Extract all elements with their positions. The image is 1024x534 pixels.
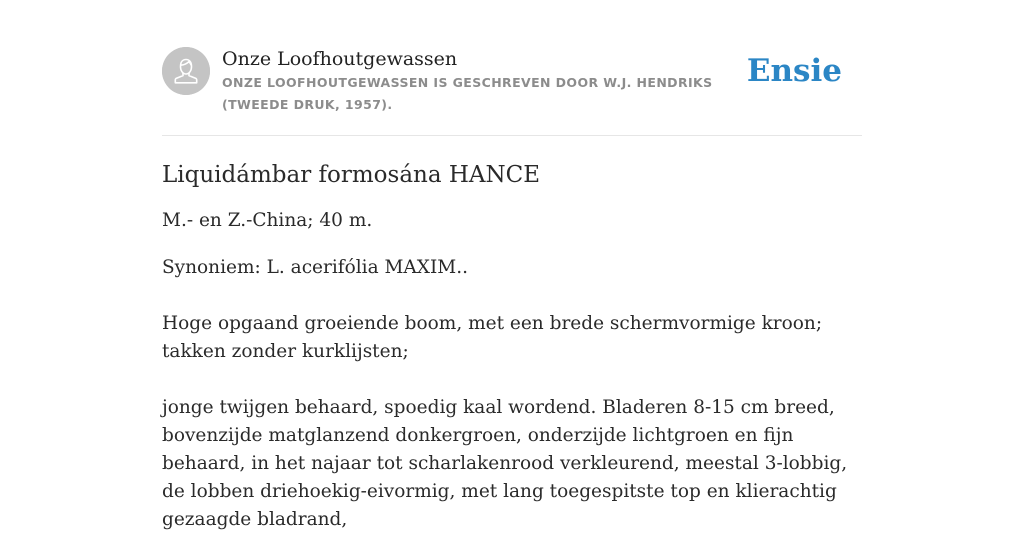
source-title[interactable]: Onze Loofhoutgewassen (222, 48, 458, 70)
entry-paragraph: jonge twijgen behaard, spoedig kaal wordend. Bladeren 8-15 cm breed, bovenzijde matglanzend donkergroen, onderzijde lichtgroen en fijn behaard, in het najaar tot scharlakenrood verkleurend, meestal 3-lobbig, de lobben driehoekig-eivormig, met lang toegespitste top en klierachtig gezaagde bladrand, (162, 397, 848, 530)
entry-paragraph: Synoniem: L. acerifólia MAXIM.. (162, 257, 468, 278)
entry-paragraph: M.- en Z.-China; 40 m. (162, 210, 373, 231)
source-description: ONZE LOOFHOUTGEWASSEN IS GESCHREVEN DOOR W.J. HENDRIKS (TWEEDE DRUK, 1957). (222, 75, 713, 112)
source-avatar[interactable] (162, 47, 210, 95)
user-icon (162, 47, 210, 95)
entry-title: Liquidámbar formosána HANCE (162, 162, 541, 188)
entry-paragraph: Hoge opgaand groeiende boom, met een brede schermvormige kroon; takken zonder kurklijsten; (162, 313, 823, 362)
entry-content (162, 155, 868, 534)
source-header (162, 46, 862, 136)
ensie-logo[interactable]: Ensie (746, 53, 842, 89)
